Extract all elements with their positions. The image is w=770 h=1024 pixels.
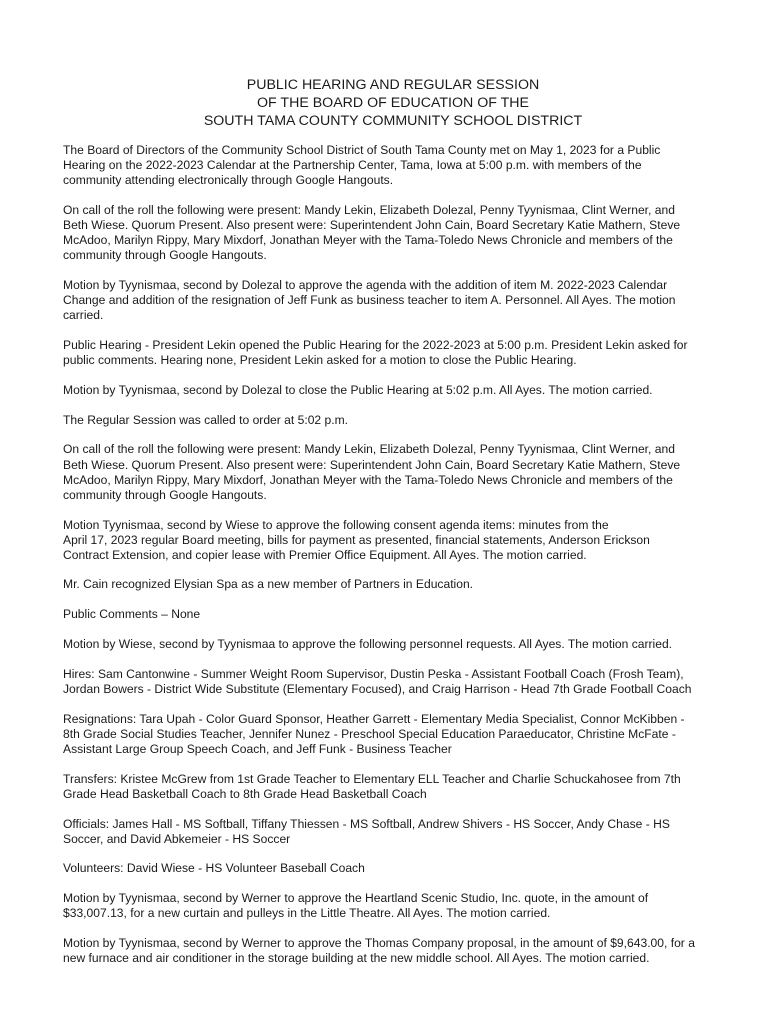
paragraph-public-hearing-intro: The Board of Directors of the Community School District of South Tama County met on May 1, 2023 for a Public Hearing on the 2022-2023 Calendar at the Partnership Center, Tama, Iowa at 5:00 p.m. with members of the community attending electronically through Google Hangouts. [63,143,661,188]
paragraph-public-hearing-opened: Public Hearing - President Lekin opened the Public Hearing for the 2022-2023 at 5:00 p.m. President Lekin asked for public comments. Hearing none, President Lekin asked for a motion to close the Public Hearing. [63,338,688,368]
title-line-3: SOUTH TAMA COUNTY COMMUNITY SCHOOL DISTRICT [203,113,583,129]
title-line-1: PUBLIC HEARING AND REGULAR SESSION [246,77,540,93]
paragraph-motion-agenda: Motion by Tyynismaa, second by Dolezal to approve the agenda with the addition of item M. 2022-2023 Calendar Change and addition of the resignation of Jeff Funk as business teacher to item A. Personnel. All Ayes. The motion carried. [63,278,676,323]
paragraph-partners-in-education: Mr. Cain recognized Elysian Spa as a new member of Partners in Education. [63,577,474,592]
paragraph-transfers: Transfers: Kristee McGrew from 1st Grade Teacher to Elementary ELL Teacher and Charlie Schuckahosee from 7th Grade Head Basketball Coach to 8th Grade Head Basketball Coach [63,771,681,801]
paragraph-consent-agenda: Motion Tyynismaa, second by Wiese to approve the following consent agenda items: minutes from the April 17, 2023 regular Board meeting, bills for payment as presented, financial statements, Anderson Erickson Contract Extension, and copier lease with Premier Office Equipment. All Ayes. The motion carried. [63,517,650,562]
paragraph-motion-personnel: Motion by Wiese, second by Tyynismaa to approve the following personnel requests. All Ayes. The motion carried. [63,637,673,652]
paragraph-officials: Officials: James Hall - MS Softball, Tiffany Thiessen - MS Softball, Andrew Shivers - HS Soccer, Andy Chase - HS Soccer, and David Abkemeier - HS Soccer [63,816,670,846]
document-title [0,76,770,130]
paragraph-motion-thomas-company: Motion by Tyynismaa, second by Werner to approve the Thomas Company proposal, in the amount of $9,643.00, for a new furnace and air conditioner in the storage building at the new middle school. All Ayes. The motion carried. [63,936,695,966]
paragraph-volunteers: Volunteers: David Wiese - HS Volunteer Baseball Coach [63,861,365,876]
paragraph-motion-close-hearing: Motion by Tyynismaa, second by Dolezal to close the Public Hearing at 5:02 p.m. All Ayes. The motion carried. [63,382,653,397]
paragraph-regular-session: The Regular Session was called to order at 5:02 p.m. [63,412,349,427]
document-body [63,143,735,981]
paragraph-resignations: Resignations: Tara Upah - Color Guard Sponsor, Heather Garrett - Elementary Media Specialist, Connor McKibben - 8th Grade Social Studies Teacher, Jennifer Nunez - Preschool Special Education Paraeducator, Christine McFate - Assistant Large Group Speech Coach, and Jeff Funk - Business Teacher [63,711,685,756]
paragraph-roll-call-1: On call of the roll the following were present: Mandy Lekin, Elizabeth Dolezal, Penny Tyynismaa, Clint Werner, and Beth Wiese. Quorum Present. Also present were: Superintendent John Cain, Board Secretary Katie Mathern, Steve McAdoo, Marilyn Rippy, Mary Mixdorf, Jonathan Meyer with the Tama-Toledo News Chronicle and members of the community through Google Hangouts. [63,202,681,263]
paragraph-roll-call-2: On call of the roll the following were present: Mandy Lekin, Elizabeth Dolezal, Penny Tyynismaa, Clint Werner, and Beth Wiese. Quorum Present. Also present were: Superintendent John Cain, Board Secretary Katie Mathern, Steve McAdoo, Marilyn Rippy, Mary Mixdorf, Jonathan Meyer with the Tama-Toledo News Chronicle and members of the community through Google Hangouts. [63,442,681,502]
paragraph-public-comments: Public Comments – None [63,607,201,622]
title-line-2: OF THE BOARD OF EDUCATION OF THE [257,95,529,111]
paragraph-motion-heartland-scenic: Motion by Tyynismaa, second by Werner to approve the Heartland Scenic Studio, Inc. quote, in the amount of $33,007.13, for a new curtain and pulleys in the Little Theatre. All Ayes. The motion carried. [63,891,649,921]
paragraph-hires: Hires: Sam Cantonwine - Summer Weight Room Supervisor, Dustin Peska - Assistant Football Coach (Frosh Team), Jordan Bowers - District Wide Substitute (Elementary Focused), and Craig Harrison - Head 7th Grade Football Coach [63,666,692,696]
